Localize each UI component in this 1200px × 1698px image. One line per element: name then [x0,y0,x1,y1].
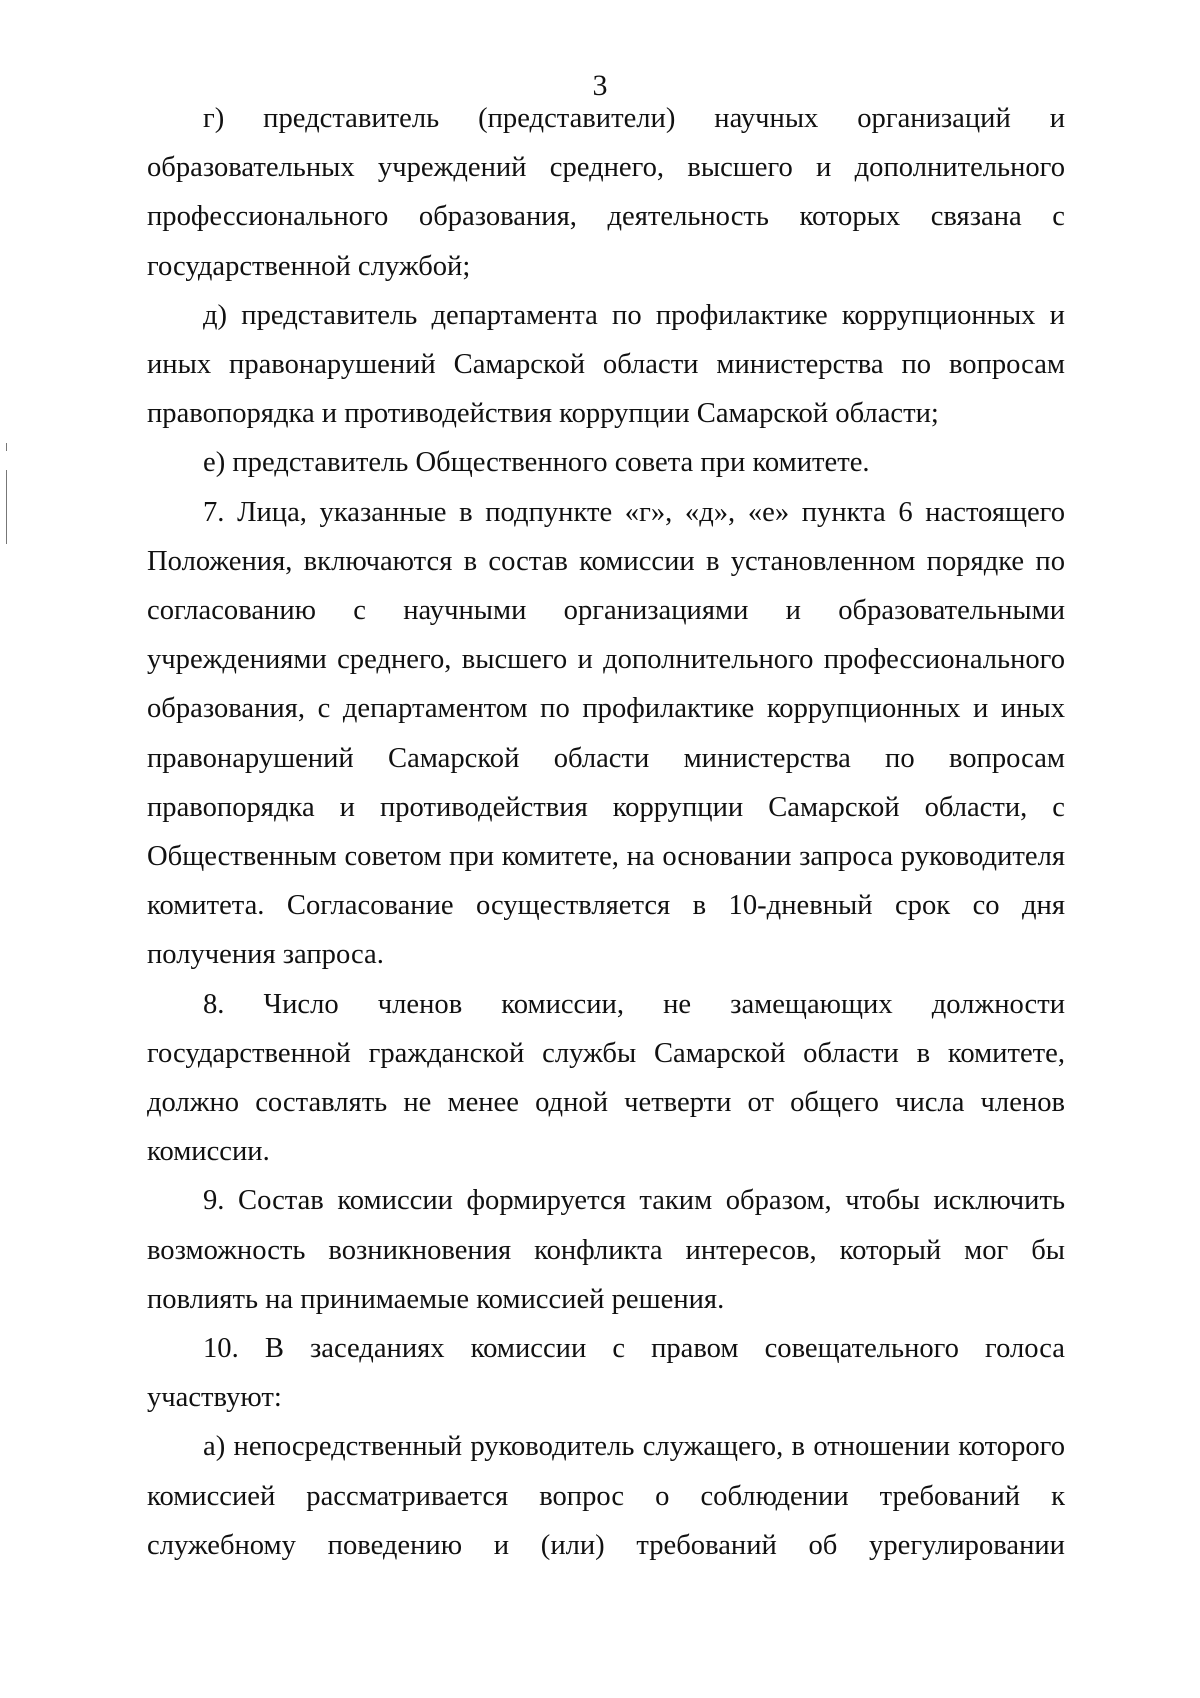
scan-binding-mark [6,470,7,544]
paragraph-item-a: а) непосредственный руководитель служащего, в отношении которого комиссией рассматривается вопрос о соблюдении требований к служебному поведению и (или) требований об урегулировании [147,1431,1065,1561]
paragraph-item-e: е) представитель Общественного совета при комитете. [203,447,870,479]
paragraph-item-g: г) представитель (представители) научных организаций и образовательных учреждений среднего, высшего и дополнительного профессионального образования, деятельность которых связана с государственной службой; [147,103,1065,282]
paragraph-point-8: 8. Число членов комиссии, не замещающих должности государственной гражданской службы Самарской области в комитете, должно составлять не менее одной четверти от общего числа членов комиссии. [147,988,1065,1168]
paragraph-item-d: д) представитель департамента по профилактике коррупционных и иных правонарушений Самарской области министерства по вопросам правопорядка и противодействия коррупции Самарской области; [147,299,1065,430]
paragraph-point-10: 10. В заседаниях комиссии с правом совещательного голоса участвуют: [147,1333,1065,1414]
page-number: 3 [592,69,608,102]
paragraph-point-7: 7. Лица, указанные в подпункте «г», «д», «е» пункта 6 настоящего Положения, включаются в состав комиссии в установленном порядке по согласованию с научными организациями и образовательными учреждениями среднего, высшего и дополнительного профессионального образования, с департаментом по профилактике коррупционных и иных правонарушений Самарской области министерства по вопросам правопорядка и противодействия коррупции Самарской области, с Общественным советом при комитете, на основании запроса руководителя комитета. Согласование осуществляется в 10-дневный срок со дня получения запроса. [147,496,1065,971]
paragraph-point-9: 9. Состав комиссии формируется таким образом, чтобы исключить возможность возникновения конфликта интересов, который мог бы повлиять на принимаемые комиссией решения. [147,1185,1065,1315]
scan-binding-mark [6,443,7,451]
document-body [147,94,1065,1570]
